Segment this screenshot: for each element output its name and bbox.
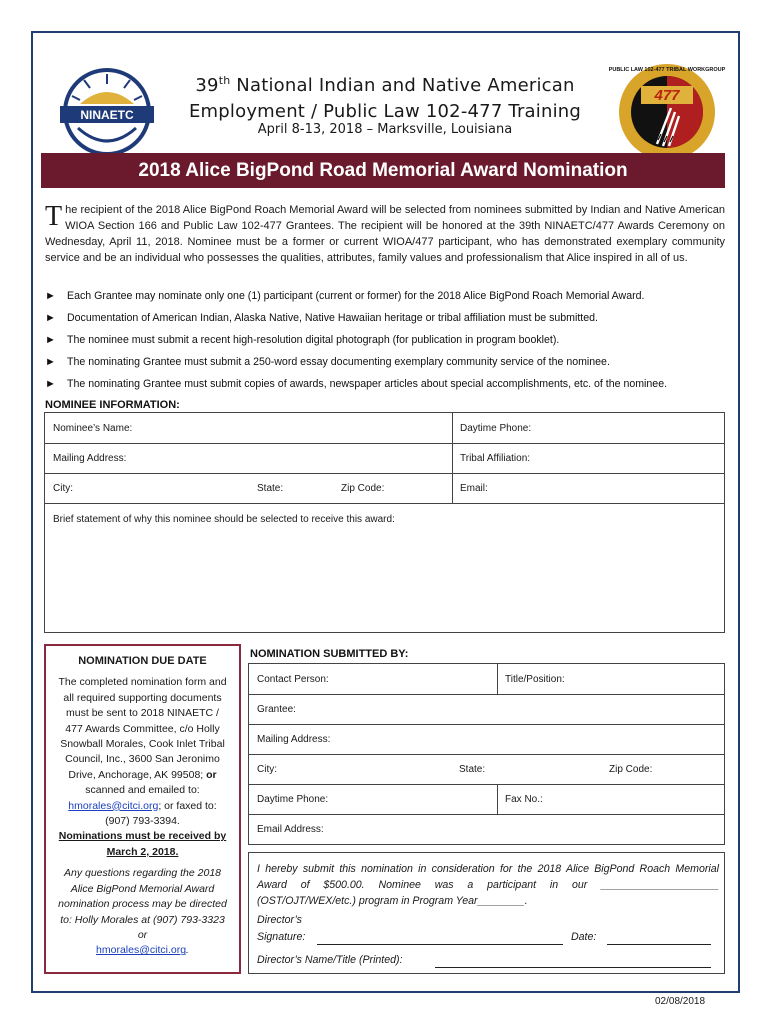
list-item [45,288,735,310]
signature-label: Signature: [257,931,306,943]
intro-paragraph [45,202,725,266]
list-item [45,354,735,376]
footer-date: 02/08/2018 [655,996,706,1007]
arrow-icon: ► [45,334,56,346]
nominee-email-field[interactable]: Email: [460,483,488,494]
due-date-box [44,644,241,974]
submitter-address-field[interactable]: Mailing Address: [257,734,331,745]
contact-person-field[interactable]: Contact Person: [257,674,329,685]
deadline-text: Nominations must be received by March 2, 2018. [58,830,227,858]
fax-field[interactable]: Fax No.: [505,794,543,805]
due-text-fax: ; or faxed to: (907) 793-3394. [105,799,217,828]
questions-body: Any questions regarding the 2018 Alice BigPond Memorial Award nomination process may be directed to: Holly Morales at (907) 793-3323 [58,867,227,926]
logo-right-number: 477 [654,87,680,104]
conference-title [160,68,610,125]
list-item-text: Each Grantee may nominate only one (1) participant (current or former) for the 2018 Alice BigPond Roach Memorial Award. [67,290,645,302]
arrow-icon: ► [45,356,56,368]
questions-text [56,866,229,958]
due-text: The completed nomination form and all required supporting documents must be sent to 2018 NINAETC / 477 Awards Committee, c/o Holly Snowball Morales, Cook Inlet Tribal Council, Inc., 3600 San Jeronimo Drive, Anchorage, AK 99508; [58,676,227,781]
nominee-tribe-field[interactable]: Tribal Affiliation: [460,453,531,464]
title-position-field[interactable]: Title/Position: [505,674,565,685]
logo-right-text: PUBLIC LAW 102-477 TRIBAL WORKGROUP [608,67,726,73]
nominee-zip-field[interactable]: Zip Code: [341,483,385,494]
title-superscript: th [218,74,231,87]
submitter-state-field[interactable]: State: [459,764,486,775]
conference-subtitle: April 8-13, 2018 – Marksville, Louisiana [257,122,513,137]
submitted-section-title: NOMINATION SUBMITTED BY: [250,648,409,660]
submitter-zip-field[interactable]: Zip Code: [609,764,653,775]
arrow-icon: ► [45,312,56,324]
nominee-phone-field[interactable]: Daytime Phone: [460,423,532,434]
due-text-scanned: scanned and emailed to: [85,784,200,797]
nominee-statement-field[interactable]: Brief statement of why this nominee should be selected to receive this award: [53,514,395,525]
list-item [45,310,735,332]
list-item [45,332,735,354]
list-item [45,376,735,398]
nominee-state-field[interactable]: State: [257,483,284,494]
list-item-text: The nominating Grantee must submit copies of awards, newspaper articles about special accomplishments, etc. of the nominee. [67,378,668,390]
nominee-address-field[interactable]: Mailing Address: [53,453,127,464]
printed-name-label: Director’s Name/Title (Printed): [257,954,403,966]
list-item-text: The nominee must submit a recent high-resolution digital photograph (for publication in program booklet). [67,334,560,346]
ninaetc-logo [58,66,156,158]
submitter-city-field[interactable]: City: [257,764,277,775]
email-link[interactable]: hmorales@citci.org [68,799,159,812]
submitted-table [248,663,725,845]
grantee-field[interactable]: Grantee: [257,704,296,715]
date-label: Date: [571,931,597,943]
submitter-email-field[interactable]: Email Address: [257,824,324,835]
logo-left-text: NINAETC [80,108,134,122]
title-number: 39 [195,75,219,96]
due-or: or [206,768,217,781]
questions-period: . [186,944,189,957]
attestation-box [248,852,725,974]
tribal-workgroup-logo [608,62,726,162]
due-date-title: NOMINATION DUE DATE [78,655,207,667]
directors-label: Director’s [257,914,302,926]
list-item-text: The nominating Grantee must submit a 250-word essay documenting exemplary community service of the nominee. [67,356,610,368]
submitter-phone-field[interactable]: Daytime Phone: [257,794,329,805]
list-item-text: Documentation of American Indian, Alaska Native, Native Hawaiian heritage or tribal affiliation must be submitted. [67,312,598,324]
date-line[interactable] [607,944,711,945]
arrow-icon: ► [45,378,56,390]
title-line1: National Indian and Native American [230,75,575,96]
nominee-name-field[interactable]: Nominee’s Name: [53,423,133,434]
due-date-instructions [56,675,229,829]
attestation-text: I hereby submit this nomination in consideration for the 2018 Alice BigPond Roach Memorial Award of $500.00. Nominee was a participant in our ____________________ (OST/OJT/WEX/etc.) program in Program Year________. [257,863,719,907]
intro-text: he recipient of the 2018 Alice BigPond Roach Memorial Award will be selected from nominees submitted by Indian and Native American WIOA Section 166 and Public Law 102-477 Grantees. The recipient will be honored at the 39th NINAETC/477 Awards Ceremony on Wednesday, April 11, 2018. Nominee must be a former or current WIOA/477 participant, who has demonstrated exemplary community service and be an individual who possesses the qualities, attributes, family values and professionalism that Alice inspired in all of us. [45,204,725,264]
nominee-section-title: NOMINEE INFORMATION: [45,399,180,411]
title-line2: Employment / Public Law 102-477 Training [188,101,582,122]
signature-line[interactable] [317,944,563,945]
email-link[interactable]: hmorales@citci.org [96,944,187,957]
questions-or: or [137,928,148,941]
award-banner: 2018 Alice BigPond Road Memorial Award Nomination [41,153,725,188]
printed-name-line[interactable] [435,967,711,968]
requirements-list [45,288,735,398]
arrow-icon: ► [45,290,56,302]
nominee-city-field[interactable]: City: [53,483,73,494]
drop-cap: T [45,201,63,232]
nominee-table [44,412,725,633]
